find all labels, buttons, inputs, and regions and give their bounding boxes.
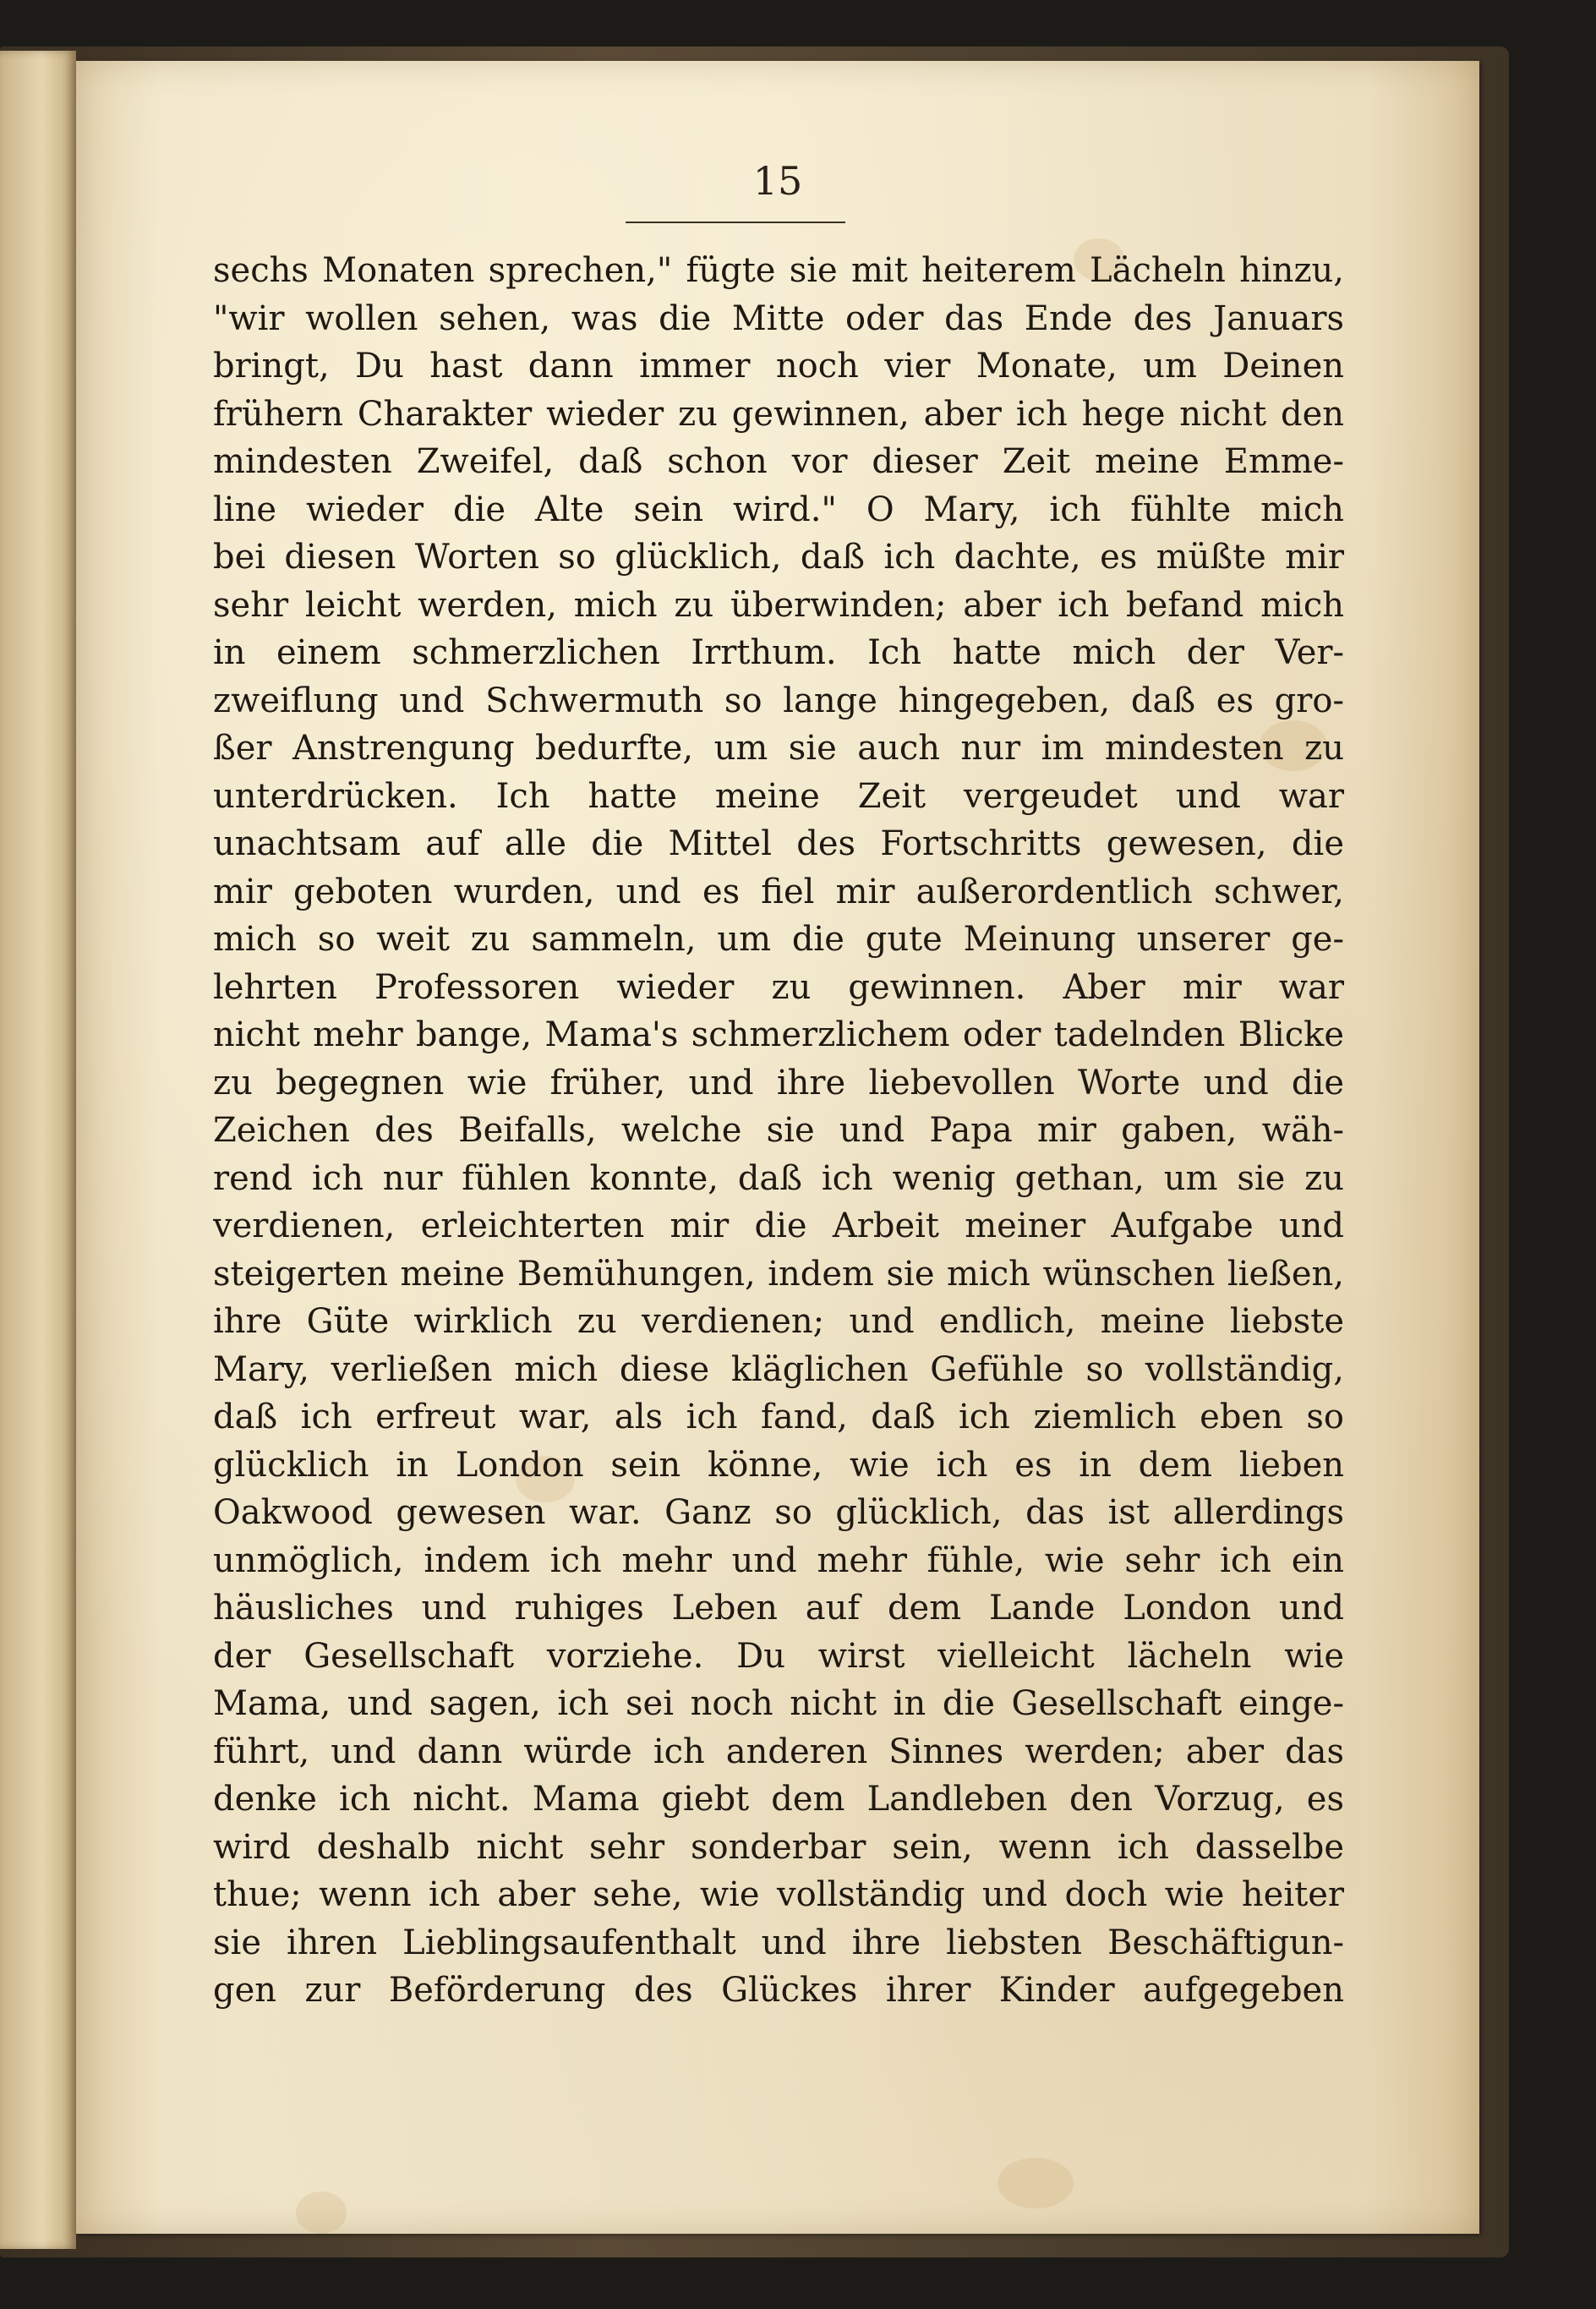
- text-line: unterdrücken. Ich hatte meine Zeit vergeudet und war: [213, 776, 1344, 816]
- text-line: wird deshalb nicht sehr sonderbar sein, wenn ich dasselbe: [213, 1827, 1344, 1867]
- text-line: thue; wenn ich aber sehe, wie vollständig und doch wie heiter: [213, 1875, 1344, 1914]
- text-line: führt, und dann würde ich anderen Sinnes werden; aber das: [213, 1732, 1344, 1771]
- text-line: glücklich in London sein könne, wie ich es in dem lieben: [213, 1445, 1344, 1485]
- text-line: "wir wollen sehen, was die Mitte oder das Ende des Januars: [213, 298, 1344, 338]
- text-line: häusliches und ruhiges Leben auf dem Lande London und: [213, 1589, 1344, 1628]
- text-line: verdienen, erleichterten mir die Arbeit meiner Aufgabe und: [213, 1206, 1344, 1245]
- text-line: zu begegnen wie früher, und ihre liebevollen Worte und die: [213, 1063, 1344, 1103]
- text-line: sechs Monaten sprechen," fügte sie mit heiterem Lächeln hinzu,: [213, 251, 1344, 290]
- text-line: lehrten Professoren wieder zu gewinnen. Aber mir war: [213, 967, 1344, 1007]
- text-line: ßer Anstrengung bedurfte, um sie auch nur im mindesten zu: [213, 729, 1344, 768]
- text-line: nicht mehr bange, Mama's schmerzlichem oder tadelnden Blicke: [213, 1015, 1344, 1054]
- text-line: rend ich nur fühlen konnte, daß ich wenig gethan, um sie zu: [213, 1158, 1344, 1198]
- text-line: bringt, Du hast dann immer noch vier Monate, um Deinen: [213, 347, 1344, 386]
- text-line: Mama, und sagen, ich sei noch nicht in die Gesellschaft einge-: [213, 1684, 1344, 1723]
- page-number: 15: [752, 158, 803, 204]
- text-line: steigerten meine Bemühungen, indem sie mich wünschen ließen,: [213, 1254, 1344, 1294]
- foxing-spot: [296, 2191, 347, 2234]
- text-line: daß ich erfreut war, als ich fand, daß ich ziemlich eben so: [213, 1398, 1344, 1436]
- text-line: zweiflung und Schwermuth so lange hingegeben, daß es gro-: [213, 681, 1344, 720]
- body-text: [213, 247, 1344, 2015]
- text-line: der Gesellschaft vorziehe. Du wirst vielleicht lächeln wie: [213, 1636, 1344, 1676]
- text-line: ihre Güte wirklich zu verdienen; und endlich, meine liebste: [213, 1302, 1344, 1341]
- text-line: denke ich nicht. Mama giebt dem Landleben den Vorzug, es: [213, 1780, 1344, 1819]
- text-line: mir geboten wurden, und es fiel mir außerordentlich schwer,: [213, 872, 1344, 911]
- foxing-spot: [998, 2158, 1074, 2208]
- text-line: mich so weit zu sammeln, um die gute Meinung unserer ge-: [213, 920, 1344, 959]
- text-line: sie ihren Lieblingsaufenthalt und ihre liebsten Beschäftigun-: [213, 1923, 1344, 1962]
- text-line: Oakwood gewesen war. Ganz so glücklich, das ist allerdings: [213, 1493, 1344, 1532]
- text-line: bei diesen Worten so glücklich, daß ich dachte, es müßte mir: [213, 538, 1344, 577]
- text-line: unachtsam auf alle die Mittel des Fortschritts gewesen, die: [213, 824, 1344, 863]
- text-line: mindesten Zweifel, daß schon vor dieser Zeit meine Emme-: [213, 442, 1344, 481]
- text-line: Mary, verließen mich diese kläglichen Gefühle so vollständig,: [213, 1349, 1344, 1389]
- text-line: in einem schmerzlichen Irrthum. Ich hatte mich der Ver-: [213, 633, 1344, 672]
- text-line: unmöglich, indem ich mehr und mehr fühle, wie sehr ich ein: [213, 1540, 1344, 1580]
- text-line: Zeichen des Beifalls, welche sie und Papa mir gaben, wäh-: [213, 1111, 1344, 1150]
- book-page: [76, 61, 1479, 2234]
- text-line: line wieder die Alte sein wird." O Mary, ich fühlte mich: [213, 490, 1344, 529]
- text-line: frühern Charakter wieder zu gewinnen, aber ich hege nicht den: [213, 394, 1344, 434]
- text-line: gen zur Beförderung des Glückes ihrer Kinder aufgegeben: [213, 1971, 1344, 2010]
- left-page-edge: [0, 51, 76, 2249]
- header-rule: [626, 222, 845, 223]
- text-line: sehr leicht werden, mich zu überwinden; aber ich befand mich: [213, 585, 1344, 625]
